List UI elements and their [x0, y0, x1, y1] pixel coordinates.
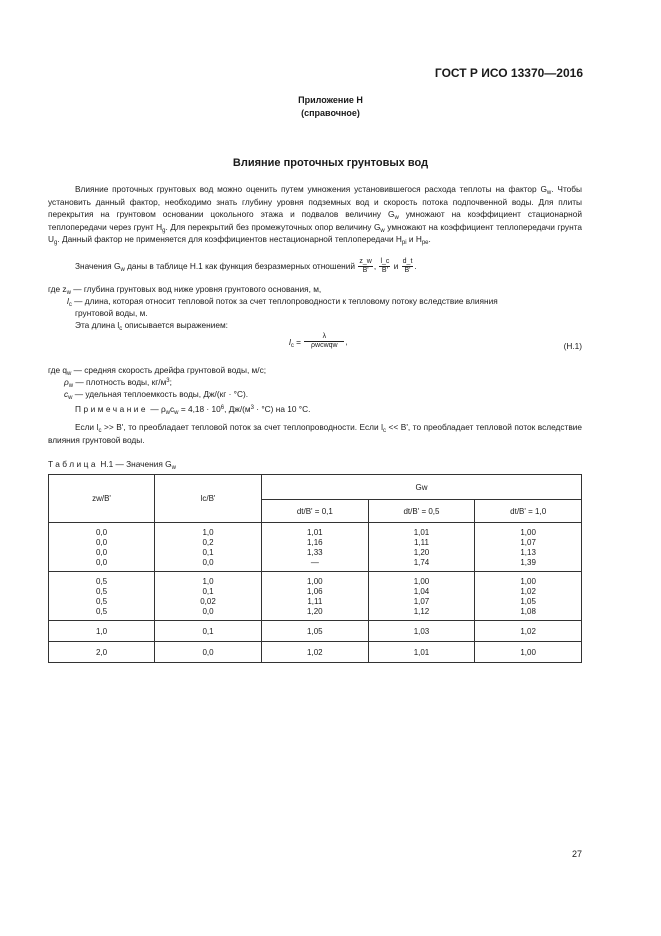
- col-header-zw: zw/B': [49, 475, 155, 523]
- definition-rhow: $\rho_w$ — плотность воды, $кг/м^3$;: [64, 377, 172, 389]
- table-cell: 1,01 1,16 1,33 —: [262, 523, 369, 572]
- table-cell: 0,0: [155, 642, 262, 663]
- table-row-group-4: [49, 642, 582, 663]
- table-cell: 1,02: [262, 642, 369, 663]
- sub-header-dt-10: dt/B' = 1,0: [475, 500, 582, 523]
- fraction-lc-b: $\frac{l\_c}{B'}$: [380, 258, 390, 275]
- table-cell: 1,0 0,1 0,02 0,0: [155, 572, 262, 621]
- formula-h1: $l_c$ = $\frac{\lambda}{\text{ρwcwqw}}$ ,: [289, 333, 348, 349]
- table-cell: 1,00 1,06 1,11 1,20: [262, 572, 369, 621]
- page-number: 27: [571, 849, 582, 859]
- section-title: Влияние проточных грунтовых вод: [232, 157, 429, 169]
- table-cell: 0,5 0,5 0,5 0,5: [49, 572, 155, 621]
- definition-lc-continued: грунтовой воды, м.: [75, 308, 148, 318]
- table-cell: 1,01 1,11 1,20 1,74: [368, 523, 475, 572]
- sub-header-dt-01: dt/B' = 0,1: [262, 500, 369, 523]
- table-cell: 0,0 0,0 0,0 0,0: [49, 523, 155, 572]
- table-cell: 1,00 1,02 1,05 1,08: [475, 572, 582, 621]
- table-cell: 1,00: [475, 642, 582, 663]
- definition-qw: где $q_w$ — средняя скорость дрейфа грунтовой воды, м/с;: [48, 365, 267, 377]
- document-id-header: ГОСТ Р ИСО 13370—2016: [434, 66, 583, 80]
- table-cell: 1,01: [368, 642, 475, 663]
- gw-values-table: [48, 474, 582, 663]
- group-header-gw: Gw: [262, 475, 582, 500]
- formula-number: (Н.1): [563, 341, 582, 351]
- expression-intro: Эта длина $l_c$ описывается выражением:: [75, 320, 228, 332]
- definition-lc: $l_c$ — длина, которая относит тепловой поток за счет теплопроводности к тепловому потоку вследствие влияния: [67, 296, 498, 308]
- table-row-group-2: [49, 572, 582, 621]
- table-row-group-1: [49, 523, 582, 572]
- table-cell: 1,05: [262, 621, 369, 642]
- note: Примечание — $\rho_wc_w = 4,18 \cdot 10^6$, $Дж/(м^3 \cdot ^\circ С)$ на 10 °С.: [75, 404, 311, 416]
- table-cell: 0,1: [155, 621, 262, 642]
- fraction-zw-b: $\frac{z\_w}{B'}$: [359, 258, 372, 275]
- fraction-dt-b: $\frac{d\_t}{B'}$: [402, 258, 413, 275]
- table-cell: 1,00 1,04 1,07 1,12: [368, 572, 475, 621]
- table-row-group-3: [49, 621, 582, 642]
- paragraph-intro: Влияние проточных грунтовых вод можно оценить путем умножения установившегося расхода теплоты на фактор $G_w$. Чтобы установить данный фактор, необходимо знать глубину уровня подземных вод и скорость потока подпочвенной воды. Для плиты перекрытия на грунтовом основании цокольного этажа и подвалов величину $G_w$ умножают на коэффициент стационарной теплопередачи через грунт $H_g$. Для перекрытий без промежуточных опор величину $G_w$ умножают на коэффициент теплопередачи грунта $U_g$. Данный фактор не применяется для коэффициентов нестационарной теплопередачи $H_{pi}$ и $H_{pe}$.: [48, 184, 582, 246]
- table-cell: 1,03: [368, 621, 475, 642]
- paragraph-ratios: Значения $G_w$ даны в таблице Н.1 как функция безразмерных отношений $\frac{z\_w}{B'}$ , $\frac{l\_c}{B'}$ и $\frac{d\_t}{B'}$ .: [75, 258, 417, 275]
- sub-header-dt-05: dt/B' = 0,5: [368, 500, 475, 523]
- table-caption: Таблица Н.1 — Значения $G_w$: [48, 459, 176, 471]
- definition-zw: где $z_w$ — глубина грунтовых вод ниже уровня грунтового основания, м,: [48, 284, 322, 296]
- appendix-label: Приложение Н: [298, 95, 363, 105]
- paragraph-conclusion: Если $l_c >> B'$, то преобладает тепловой поток за счет теплопроводности. Если $l_c << B'$, то преобладает тепловой поток вследствие влияния грунтовой воды.: [48, 422, 582, 445]
- appendix-type: (справочное): [301, 108, 360, 118]
- table-cell: 1,00 1,07 1,13 1,39: [475, 523, 582, 572]
- definition-cw: $c_w$ — удельная теплоемкость воды, Дж/(кг · °С).: [64, 389, 249, 401]
- table-cell: 1,02: [475, 621, 582, 642]
- table-cell: 2,0: [49, 642, 155, 663]
- col-header-lc: lc/B': [155, 475, 262, 523]
- table-cell: 1,0 0,2 0,1 0,0: [155, 523, 262, 572]
- table-cell: 1,0: [49, 621, 155, 642]
